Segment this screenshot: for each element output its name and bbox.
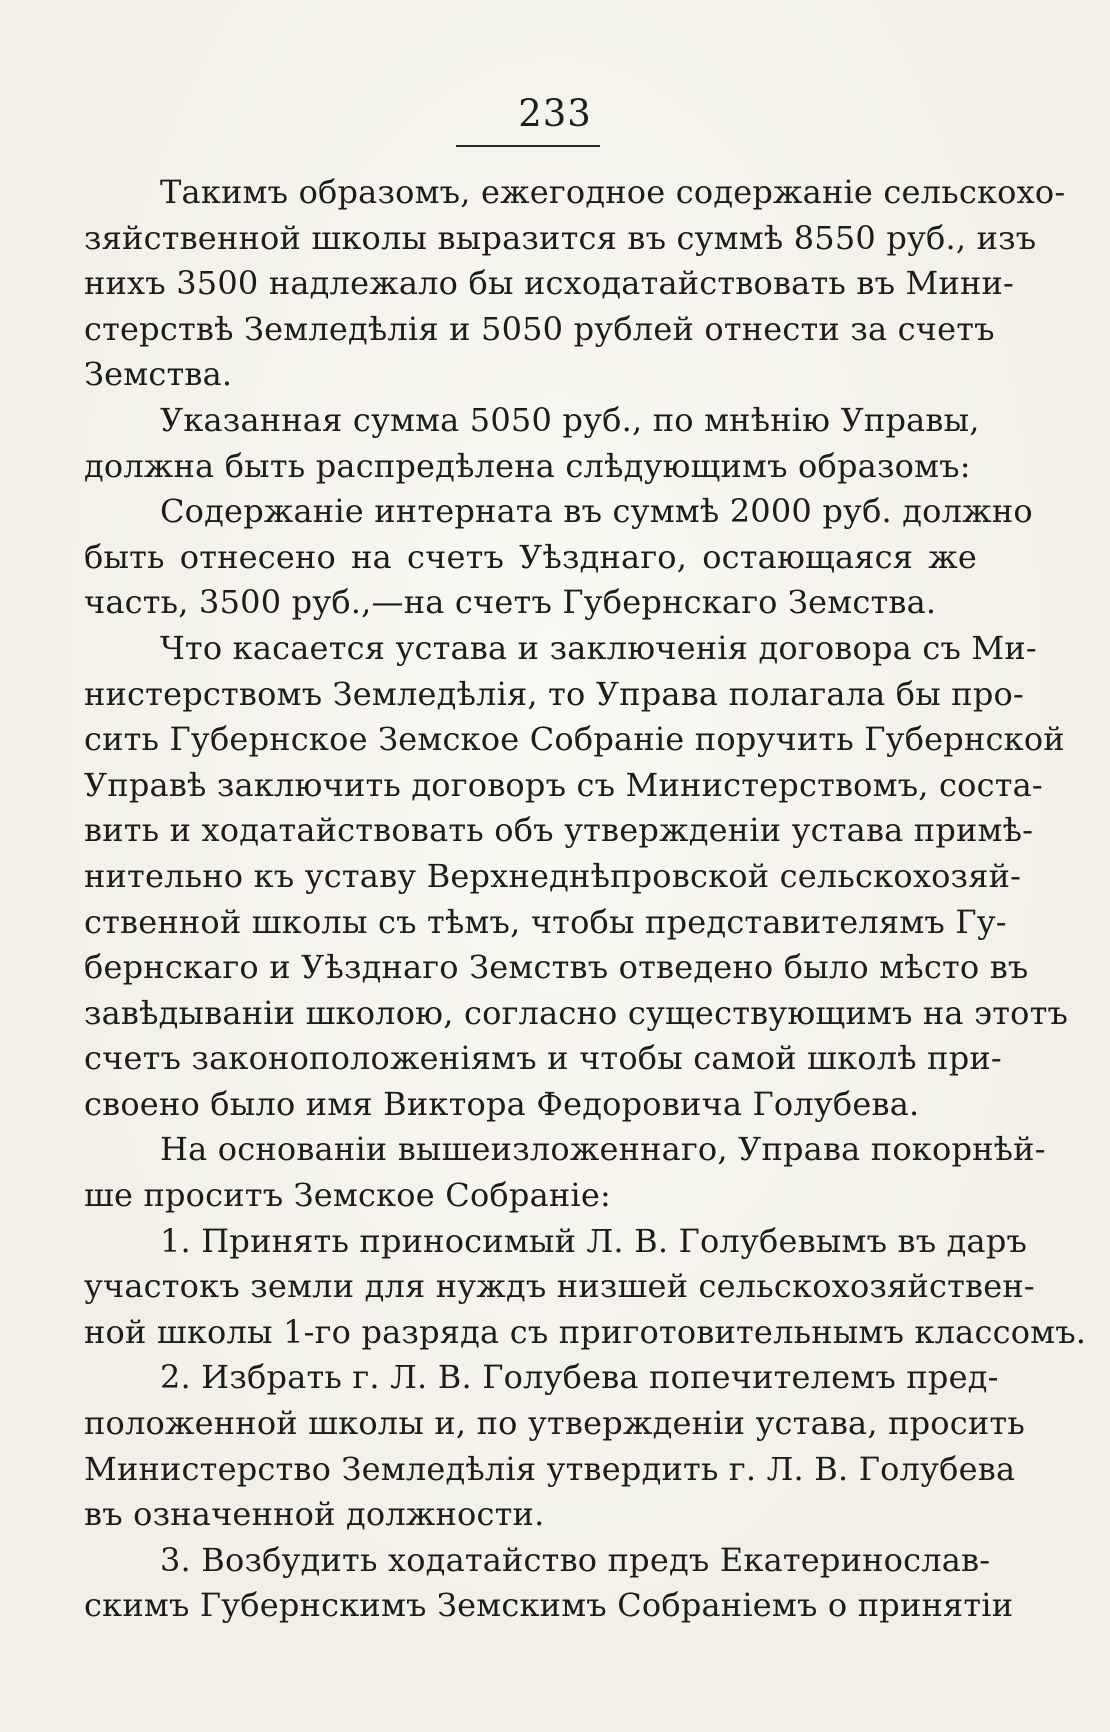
text-line: должна быть распредѣлена слѣдующимъ образомъ: — [84, 446, 971, 485]
text-line: нихъ 3500 надлежало бы исходатайствовать въ Мини- — [84, 264, 1015, 303]
text-line: Такимъ образомъ, ежегодное содержаніе сельскохо- — [160, 173, 1066, 211]
text-line: нистерствомъ Земледѣлія, то Управа полагала бы про- — [84, 674, 1024, 713]
text-line: положенной школы и, по утвержденіи устава, просить — [84, 1404, 1025, 1443]
text-line: нительно къ уставу Верхнеднѣпровской сельскохозяй- — [84, 856, 1022, 895]
text-line: зяйственной школы выразится въ суммѣ 8550 руб., изъ — [84, 218, 1037, 257]
text-line: часть, 3500 руб.,—на счетъ Губернскаго Земства. — [84, 583, 937, 622]
text-line: ственной школы съ тѣмъ, чтобы представителямъ Гу- — [84, 902, 1007, 941]
body-text — [84, 170, 1087, 1629]
text-line: Указанная сумма 5050 руб., по мнѣнію Управы, — [160, 400, 980, 439]
text-line: 3. Возбудить ходатайство предъ Екатеринослав- — [160, 1540, 991, 1579]
text-line: бернскаго и Уѣзднаго Земствъ отведено было мѣсто въ — [84, 948, 1029, 987]
text-line: вить и ходатайствовать объ утвержденіи устава примѣ- — [84, 811, 1034, 850]
text-line: На основаніи вышеизложеннаго, Управа покорнѣй- — [160, 1130, 1046, 1169]
text-line: Управѣ заключить договоръ съ Министерствомъ, соста- — [84, 765, 1043, 804]
text-line: 1. Принять приносимый Л. В. Голубевымъ въ даръ — [160, 1221, 1028, 1260]
text-line: счетъ законоположеніямъ и чтобы самой школѣ при- — [84, 1039, 1002, 1078]
text-line: завѣдываніи школою, согласно существующимъ на этотъ — [84, 993, 1069, 1032]
page-number: 233 — [518, 92, 592, 135]
text-line: стерствѣ Земледѣлія и 5050 рублей отнести за счетъ — [84, 309, 995, 348]
text-line: скимъ Губернскимъ Земскимъ Собраніемъ о принятіи — [84, 1586, 1014, 1625]
text-line: въ означенной должности. — [84, 1495, 545, 1534]
text-line: участокъ земли для нуждъ низшей сельскохозяйствен- — [84, 1267, 1035, 1306]
text-line: ной школы 1-го разряда съ приготовительнымъ классомъ. — [84, 1312, 1087, 1351]
text-line: своено было имя Виктора Федоровича Голубева. — [84, 1084, 920, 1123]
text-line: ше проситъ Земское Собраніе: — [84, 1176, 611, 1215]
text-line: Земства. — [84, 355, 233, 394]
text-line: Что касается устава и заключенія договора съ Ми- — [160, 628, 1037, 667]
text-line: 2. Избрать г. Л. В. Голубева попечителемъ пред- — [160, 1358, 999, 1397]
text-line: Содержаніе интерната въ суммѣ 2000 руб. должно — [160, 492, 1033, 531]
text-line: сить Губернское Земское Собраніе поручить Губернской — [84, 720, 1065, 759]
text-line: быть отнесено на счетъ Уѣзднаго, остающаяся же — [84, 537, 977, 576]
page-number-rule — [456, 145, 600, 147]
text-line: Министерство Земледѣлія утвердить г. Л. В. Голубева — [84, 1449, 1016, 1488]
